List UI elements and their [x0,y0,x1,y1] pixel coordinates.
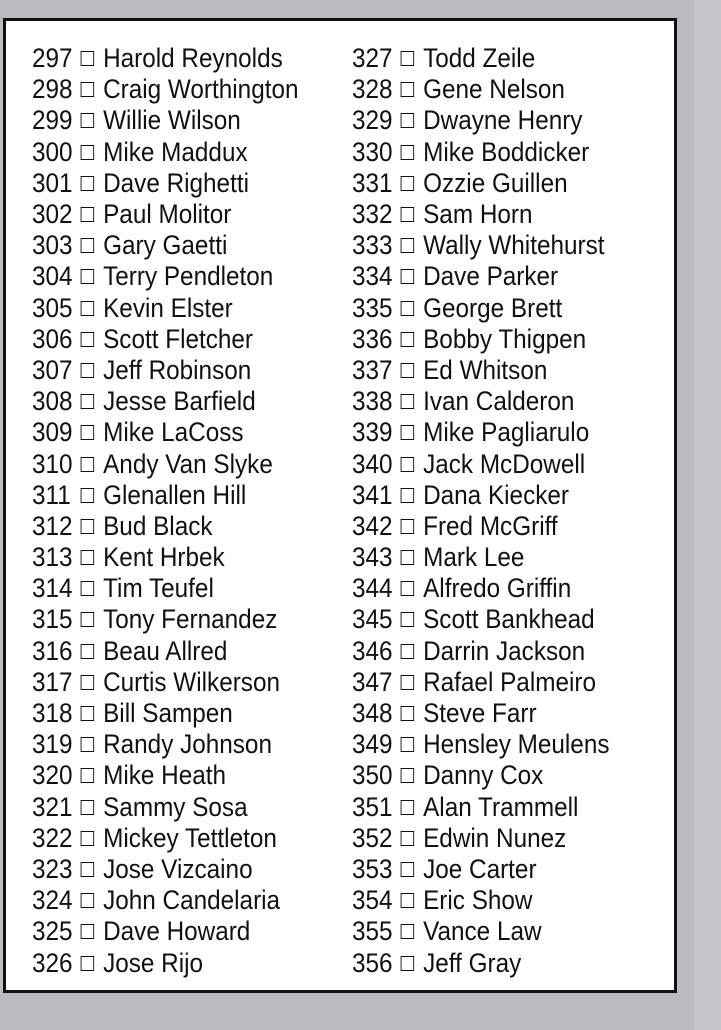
card-number: 325 [32,916,73,947]
player-name: Curtis Wilkerson [103,666,280,697]
player-name: Mike Heath [103,760,227,791]
player-name: Danny Cox [423,760,544,791]
checklist-entry [352,729,640,760]
card-number: 313 [32,542,73,573]
checkbox[interactable] [81,113,95,128]
checkbox[interactable] [81,831,95,846]
card-number: 331 [352,167,393,198]
checklist-entry [352,43,640,74]
card-number: 301 [32,167,73,198]
player-name: Wally Whitehurst [423,230,605,261]
card-number: 322 [32,822,73,853]
card-number: 337 [352,354,393,385]
player-name: Sam Horn [423,199,533,230]
checkbox[interactable] [401,768,415,783]
checklist-entry [32,355,320,386]
card-number: 349 [352,729,393,760]
card-number: 317 [32,666,73,697]
player-name: Todd Zeile [423,43,536,74]
card-number: 352 [352,822,393,853]
checkbox[interactable] [81,51,95,66]
checkbox[interactable] [81,862,95,877]
checkbox[interactable] [401,488,415,503]
checkbox[interactable] [81,956,95,971]
checkbox[interactable] [401,363,415,378]
checklist-entry [32,698,320,729]
checkbox[interactable] [81,238,95,253]
player-name: Jeff Gray [423,947,522,978]
player-name: Ivan Calderon [423,386,575,417]
card-number: 311 [32,479,71,510]
card-number: 351 [352,791,393,822]
checklist-entry [352,823,640,854]
checklist-entry [32,43,320,74]
checklist-entry [352,667,640,698]
checklist-entry [32,417,320,448]
checklist-entry [32,885,320,916]
checkbox[interactable] [401,332,415,347]
checklist-entry [32,760,320,791]
card-number: 315 [32,604,73,635]
card-number: 336 [352,323,393,354]
card-number: 340 [352,448,393,479]
checklist-entry [352,480,640,511]
checklist-entry [352,448,640,479]
player-name: Kent Hrbek [103,542,225,573]
player-name: Scott Fletcher [103,323,254,354]
checkbox[interactable] [81,800,95,815]
checklist-entry [352,854,640,885]
checklist-entry [32,386,320,417]
player-name: Mike LaCoss [103,417,244,448]
checkbox[interactable] [401,581,415,596]
checkbox[interactable] [401,207,415,222]
player-name: Willie Wilson [103,105,241,136]
checklist-entry [32,916,320,947]
checklist-entry [32,604,320,635]
checkbox[interactable] [401,394,415,409]
checklist-entry [352,698,640,729]
card-number: 323 [32,853,73,884]
checklist-entry [352,324,640,355]
player-name: Mike Pagliarulo [423,417,590,448]
card-number: 320 [32,760,73,791]
card-number: 341 [352,479,393,510]
checkbox[interactable] [401,924,415,939]
player-name: Jeff Robinson [103,354,252,385]
checklist-entry [352,947,640,978]
player-name: Joe Carter [423,853,537,884]
checklist-entry [352,760,640,791]
player-name: Fred McGriff [423,510,558,541]
player-name: Vance Law [423,916,542,947]
player-name: Randy Johnson [103,729,272,760]
checklist-entry [352,168,640,199]
card-number: 344 [352,573,393,604]
checkbox[interactable] [81,425,95,440]
card-number: 354 [352,885,393,916]
player-name: Dave Howard [103,916,251,947]
card-number: 339 [352,417,393,448]
checkbox[interactable] [81,768,95,783]
checkbox[interactable] [81,269,95,284]
checklist-entry [32,105,320,136]
checklist-entry [352,293,640,324]
player-name: George Brett [423,292,563,323]
checkbox[interactable] [401,737,415,752]
checkbox[interactable] [401,425,415,440]
checklist-entry [352,137,640,168]
card-number: 343 [352,542,393,573]
checklist-entry [352,230,640,261]
checkbox[interactable] [81,737,95,752]
player-name: Terry Pendleton [103,261,274,292]
checkbox[interactable] [401,675,415,690]
player-name: Jose Vizcaino [103,853,253,884]
checkbox[interactable] [401,706,415,721]
card-number: 319 [32,729,73,760]
checkbox[interactable] [81,207,95,222]
checklist-entry [32,542,320,573]
checklist-entry [352,417,640,448]
player-name: Paul Molitor [103,199,232,230]
checkbox[interactable] [81,301,95,316]
checklist-column-left [32,43,352,979]
player-name: Steve Farr [423,698,537,729]
player-name: Eric Show [423,885,533,916]
player-name: Scott Bankhead [423,604,595,635]
player-name: Ozzie Guillen [423,167,568,198]
card-number: 304 [32,261,73,292]
checklist-entry [352,199,640,230]
card-number: 316 [32,635,73,666]
checklist-entry [352,74,640,105]
checkbox[interactable] [401,51,415,66]
checklist-entry [32,293,320,324]
card-number: 327 [352,43,393,74]
checkbox[interactable] [81,550,95,565]
checkbox[interactable] [401,176,415,191]
card-number: 324 [32,885,73,916]
player-name: Alan Trammell [423,791,579,822]
checklist-column-right [352,43,672,979]
card-number: 332 [352,199,393,230]
checklist-entry [352,604,640,635]
player-name: Rafael Palmeiro [423,666,596,697]
checklist-entry [32,636,320,667]
player-name: Alfredo Griffin [423,573,572,604]
card-number: 342 [352,510,393,541]
checkbox[interactable] [81,145,95,160]
checklist-entry [352,542,640,573]
card-number: 328 [352,74,393,105]
player-name: Harold Reynolds [103,43,283,74]
player-name: Hensley Meulens [423,729,610,760]
checklist-entry [32,480,320,511]
checkbox[interactable] [81,612,95,627]
checkbox[interactable] [401,831,415,846]
checklist-entry [352,916,640,947]
card-number: 312 [32,510,73,541]
card-number: 299 [32,105,73,136]
player-name: Sammy Sosa [103,791,248,822]
checkbox[interactable] [401,893,415,908]
checkbox[interactable] [81,644,95,659]
player-name: Mickey Tettleton [103,822,277,853]
card-number: 314 [32,573,73,604]
card-number: 355 [352,916,393,947]
checklist-entry [32,324,320,355]
checkbox[interactable] [81,706,95,721]
player-name: Jose Rijo [103,947,204,978]
card-number: 353 [352,853,393,884]
checkbox[interactable] [401,956,415,971]
card-number: 300 [32,136,73,167]
checkbox[interactable] [401,82,415,97]
player-name: Edwin Nunez [423,822,567,853]
player-name: Bill Sampen [103,698,233,729]
player-name: Bobby Thigpen [423,323,587,354]
card-number: 303 [32,230,73,261]
checkbox[interactable] [81,519,95,534]
checklist-entry [32,137,320,168]
checkbox[interactable] [81,488,95,503]
player-name: Glenallen Hill [103,479,247,510]
checklist-entry [352,511,640,542]
player-name: Jesse Barfield [103,386,256,417]
card-number: 298 [32,74,73,105]
player-name: Beau Allred [103,635,228,666]
card-number: 321 [32,791,73,822]
player-name: John Candelaria [103,885,281,916]
player-name: Mike Maddux [103,136,248,167]
checkbox[interactable] [401,457,415,472]
player-name: Ed Whitson [423,354,548,385]
checklist-entry [352,386,640,417]
checkbox[interactable] [401,862,415,877]
card-number: 305 [32,292,73,323]
card-number: 333 [352,230,393,261]
checkbox[interactable] [81,675,95,690]
player-name: Bud Black [103,510,213,541]
checklist-entry [352,885,640,916]
card-number: 334 [352,261,393,292]
checklist-entry [32,667,320,698]
checklist-entry [32,947,320,978]
checkbox[interactable] [81,893,95,908]
card-number: 306 [32,323,73,354]
checkbox[interactable] [401,644,415,659]
checklist-entry [352,355,640,386]
player-name: Craig Worthington [103,74,299,105]
checklist-entry [32,230,320,261]
card-number: 309 [32,417,73,448]
checklist-entry [352,792,640,823]
player-name: Mark Lee [423,542,525,573]
checklist-entry [352,261,640,292]
checkbox[interactable] [401,612,415,627]
card-edge-strip [694,0,721,1030]
checkbox[interactable] [401,301,415,316]
card-number: 345 [352,604,393,635]
checklist-entry [32,199,320,230]
card-number: 346 [352,635,393,666]
checklist-entry [352,573,640,604]
player-name: Dave Righetti [103,167,249,198]
card-number: 318 [32,698,73,729]
checkbox[interactable] [81,394,95,409]
checklist-entry [32,261,320,292]
checkbox[interactable] [401,145,415,160]
checkbox[interactable] [81,363,95,378]
player-name: Tony Fernandez [103,604,278,635]
player-name: Tim Teufel [103,573,214,604]
player-name: Jack McDowell [423,448,586,479]
card-number: 338 [352,386,393,417]
card-number: 347 [352,666,393,697]
checklist-entry [32,573,320,604]
checkbox[interactable] [401,550,415,565]
player-name: Andy Van Slyke [103,448,273,479]
checkbox[interactable] [81,581,95,596]
checklist-entry [32,854,320,885]
checkbox[interactable] [401,238,415,253]
checklist-entry [352,636,640,667]
checklist-entry [32,74,320,105]
checklist-entry [32,823,320,854]
card-number: 330 [352,136,393,167]
card-number: 329 [352,105,393,136]
card-number: 350 [352,760,393,791]
checklist-entry [32,511,320,542]
checkbox[interactable] [81,457,95,472]
player-name: Dana Kiecker [423,479,569,510]
player-name: Dwayne Henry [423,105,583,136]
checkbox[interactable] [401,113,415,128]
card-number: 335 [352,292,393,323]
card-number: 308 [32,386,73,417]
player-name: Darrin Jackson [423,635,586,666]
player-name: Dave Parker [423,261,559,292]
player-name: Mike Boddicker [423,136,590,167]
checklist-entry [32,792,320,823]
checkbox[interactable] [401,800,415,815]
card-number: 348 [352,698,393,729]
checkbox[interactable] [81,176,95,191]
player-name: Gene Nelson [423,74,565,105]
card-number: 297 [32,43,73,74]
checkbox[interactable] [81,82,95,97]
checklist-entry [32,448,320,479]
player-name: Kevin Elster [103,292,233,323]
checklist-entry [32,729,320,760]
checklist-card [3,18,677,993]
checklist-entry [352,105,640,136]
checkbox[interactable] [81,332,95,347]
card-number: 356 [352,947,393,978]
checklist-entry [32,168,320,199]
checkbox[interactable] [401,269,415,284]
card-number: 307 [32,354,73,385]
card-number: 310 [32,448,73,479]
player-name: Gary Gaetti [103,230,228,261]
checkbox[interactable] [81,924,95,939]
card-number: 326 [32,947,73,978]
checkbox[interactable] [401,519,415,534]
card-number: 302 [32,199,73,230]
